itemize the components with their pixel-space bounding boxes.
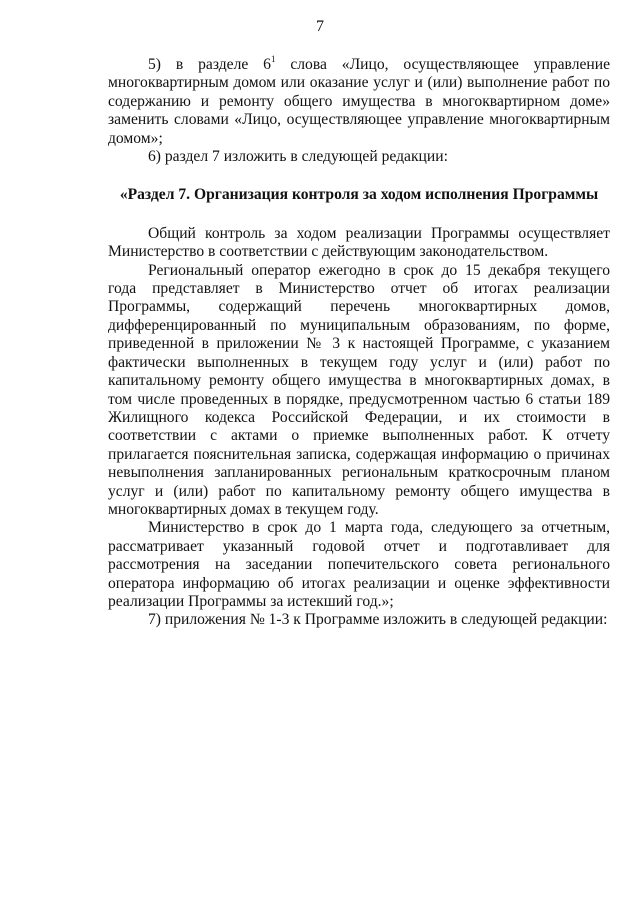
page-number: 7 xyxy=(316,18,324,35)
item-5-text-start: 5) в разделе 6 xyxy=(148,56,271,73)
item-5-paragraph xyxy=(108,56,610,148)
item-5-superscript: 1 xyxy=(270,54,276,64)
item-5-text-end: слова «Лицо, осуществляющее управление многоквартирным домом или оказание услуг и (или) выполнение работ по содержанию и ремонту общего имущества в многоквартирном доме» заменить словами «Лицо, осуществляющее управление многоквартирным домом»; xyxy=(108,56,611,147)
control-paragraph-1: Общий контроль за ходом реализации Программы осуществляет Министерство в соответствии с действующим законодательством. xyxy=(108,224,610,261)
control-paragraph-2: Региональный оператор ежегодно в срок до 15 декабря текущего года представляет в Министерство отчет об итогах реализации Программы, содержащий перечень многоквартирных домов, дифференцированный по муниципальным образованиям, по форме, приведенной в приложении № 3 к настоящей Программе, с указанием фактически выполненных в текущем году услуг и (или) работ по капитальному ремонту общего имущества в многоквартирных домах, в том числе проведенных в порядке, предусмотренном частью 6 статьи 189 Жилищного кодекса Российской Федерации, и их стоимости в соответствии с актами о приемке выполненных работ. К отчету прилагается пояснительная записка, содержащая информацию о причинах невыполнения запланированных региональным краткосрочным планом услуг и (или) работ по капитальному ремонту общего имущества в многоквартирных домах в текущем году. xyxy=(108,261,610,518)
section-heading: «Раздел 7. Организация контроля за ходом исполнения Программы xyxy=(119,186,599,204)
document-body xyxy=(108,56,610,630)
item-6-paragraph: 6) раздел 7 изложить в следующей редакции: xyxy=(148,148,448,166)
item-7-paragraph: 7) приложения № 1-3 к Программе изложить в следующей редакции: xyxy=(148,611,608,629)
control-paragraph-3: Министерство в срок до 1 марта года, следующего за отчетным, рассматривает указанный годовой отчет и подготавливает для рассмотрения на заседании попечительского совета регионального оператора информацию об итогах реализации и оценке эффективности реализации Программы за истекший год.»; xyxy=(108,519,610,610)
